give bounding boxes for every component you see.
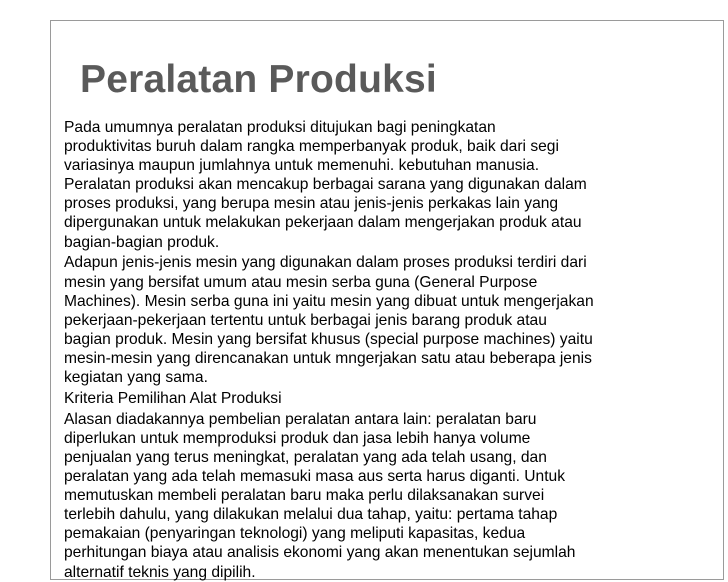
paragraph-kriteria-heading: Kriteria Pemilihan Alat Produksi <box>64 389 282 407</box>
paragraph-alasan-pembelian: Alasan diadakannya pembelian peralatan antara lain: peralatan baru diperlukan untuk memproduksi produk dan jasa lebih hanya volume penjualan yang terus meningkat, peralatan yang ada telah usang, dan peralatan yang ada telah memasuki masa aus serta harus diganti. Untuk memutuskan membeli peralatan baru maka perlu dilaksanakan survei terlebih dahulu, yang dilakukan melalui dua tahap, yaitu: pertama tahap pemakaian (penyaringan teknologi) yang meliputi kapasitas, kedua perhitungan biaya atau analisis ekonomi yang akan menentukan sejumlah alternatif teknis yang dipilih. <box>64 410 576 581</box>
paragraph-jenis-mesin: Adapun jenis-jenis mesin yang digunakan dalam proses produksi terdiri dari mesin yang bersifat umum atau mesin serba guna (General Purpose Machines). Mesin serba guna ini yaitu mesin yang dibuat untuk mengerjakan pekerjaan-pekerjaan tertentu untuk berbagai jenis barang produk atau bagian produk. Mesin yang bersifat khusus (special purpose machines) yaitu mesin-mesin yang direncanakan untuk mngerjakan satu atau beberapa jenis kegiatan yang sama. <box>64 254 594 387</box>
slide-body-text <box>64 118 704 581</box>
paragraph-peralatan-produksi: Pada umumnya peralatan produksi ditujukan bagi peningkatan produktivitas buruh dalam rangka memperbanyak produk, baik dari segi variasinya maupun jumlahnya untuk memenuhi. kebutuhan manusia. Peralatan produksi akan mencakup berbagai sarana yang digunakan dalam proses produksi, yang berupa mesin atau jenis-jenis perkakas lain yang dipergunakan untuk melakukan pekerjaan dalam mengerjakan produk atau bagian-bagian produk. <box>64 119 587 251</box>
slide-title: Peralatan Produksi <box>80 58 437 101</box>
